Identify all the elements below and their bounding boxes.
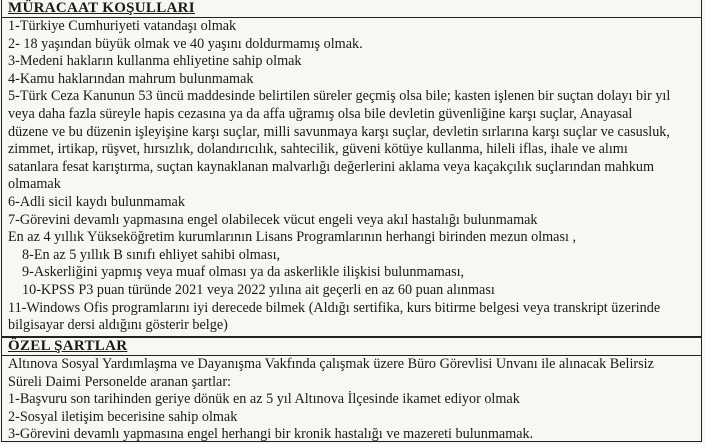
special-conditions-list xyxy=(2,356,701,444)
condition-line: olmamak xyxy=(8,176,61,193)
condition-line: 4-Kamu haklarından mahrum bulunmamak xyxy=(8,70,254,87)
condition-line: 8-En az 5 yıllık B sınıfı ehliyet sahibi olması, xyxy=(22,246,281,263)
condition-line: satanlara fesat karıştırma, suçtan kaynaklanan malvarlığı değerlerini aklama veya kaçakçılık suçlarından mahkum xyxy=(8,158,655,175)
special-condition-line: 2-Sosyal iletişim becerisine sahip olmak xyxy=(8,408,238,425)
condition-line: 11-Windows Ofis programlarını iyi derecede bilmek (Aldığı sertifika, kurs bitirme belgesi veya transkript üzerinde xyxy=(8,299,661,316)
special-condition-line: Altınova Sosyal Yardımlaşma ve Dayanışma Vakfında çalışmak üzere Büro Görevlisi Unvanı ile alınacak Belirsiz xyxy=(8,356,654,372)
condition-line: 2- 18 yaşından büyük olmak ve 40 yaşını doldurmamış olmak. xyxy=(8,35,363,52)
condition-line: 9-Askerliğini yapmış veya muaf olması ya da askerlikle ilişkisi bulunmaması, xyxy=(22,264,465,281)
special-conditions-section xyxy=(1,337,702,442)
section-heading-application-conditions: MÜRACAAT KOŞULLARI xyxy=(2,0,701,18)
condition-line: veya daha fazla süreyle hapis cezasına ya da affa uğramış olsa bile devletin güvenliğine karşı suçlar, Anayasal xyxy=(8,105,633,122)
application-conditions-list xyxy=(2,18,701,335)
section-heading-special-conditions: ÖZEL ŞARTLAR xyxy=(2,338,701,356)
condition-line: düzene ve bu düzenin işleyişine karşı suçlar, milli savunmaya karşı suçlar, devletin sırlarına karşı suçlar ve casusluk, xyxy=(8,123,670,140)
condition-line: bilgisayar dersi aldığını gösterir belge) xyxy=(8,317,228,334)
condition-line: 1-Türkiye Cumhuriyeti vatandaşı olmak xyxy=(8,18,237,34)
condition-line: 5-Türk Ceza Kanunun 53 üncü maddesinde belirtilen süreler geçmiş olsa bile; kasten işlenen bir suçtan dolayı bir yıl xyxy=(8,88,671,105)
special-condition-line: 1-Başvuru son tarihinden geriye dönük en az 5 yıl Altınova İlçesinde ikamet ediyor olmak xyxy=(8,391,520,408)
application-conditions-section xyxy=(1,0,702,337)
condition-line: 10-KPSS P3 puan türünde 2021 veya 2022 yılına ait geçerli en az 60 puan alınması xyxy=(22,281,495,298)
condition-line: 7-Görevini devamlı yapmasına engel olabilecek vücut engeli veya akıl hastalığı bulunmamak xyxy=(8,211,538,228)
condition-line: 6-Adli sicil kaydı bulunmamak xyxy=(8,193,185,210)
special-condition-line: 3-Görevini devamlı yapmasına engel herhangi bir kronik hastalığı ve mazereti bulunmamak. xyxy=(8,426,534,443)
condition-line: En az 4 yıllık Yükseköğretim kurumlarının Lisans Programlarının herhangi birinden mezun olması , xyxy=(8,229,577,246)
condition-line: 3-Medeni hakların kullanma ehliyetine sahip olmak xyxy=(8,53,302,70)
condition-line: zimmet, irtikap, rüşvet, hırsızlık, dolandırıcılık, sahtecilik, güveni kötüye kullanma, hileli iflas, ihale ve alımı xyxy=(8,141,628,158)
special-condition-line: Süreli Daimi Personelde aranan şartlar: xyxy=(8,373,231,390)
